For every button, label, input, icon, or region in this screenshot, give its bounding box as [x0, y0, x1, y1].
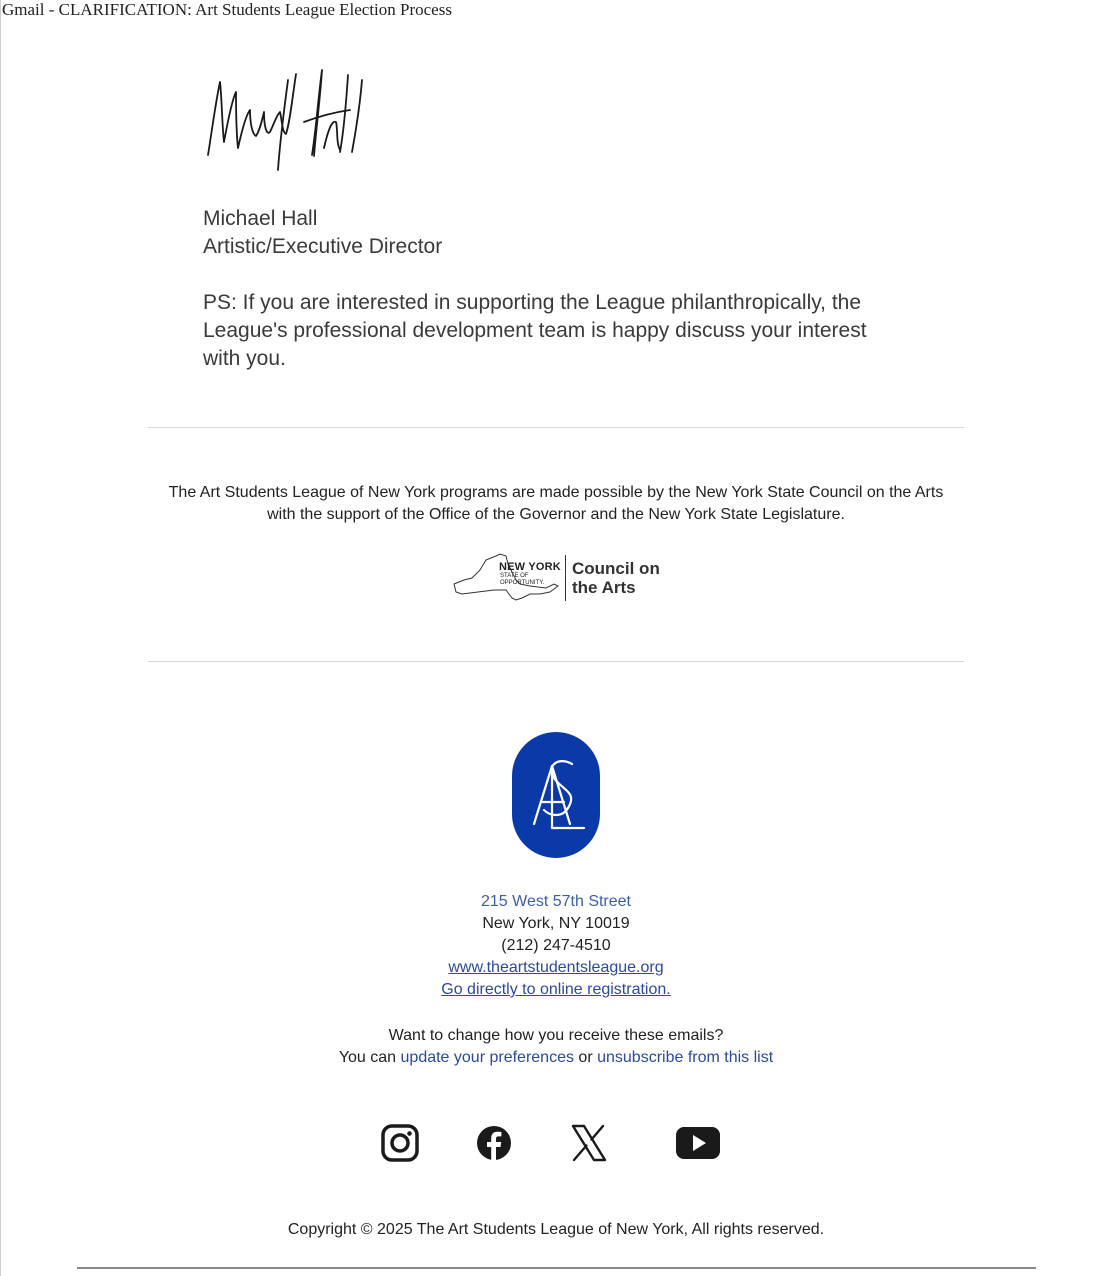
- preferences-question: Want to change how you receive these emails?: [388, 1027, 724, 1044]
- preferences-block: [256, 1025, 856, 1069]
- youtube-icon[interactable]: [674, 1122, 722, 1164]
- instagram-icon[interactable]: [381, 1122, 419, 1164]
- preferences-connector: or: [578, 1049, 593, 1066]
- window-title: Gmail - CLARIFICATION: Art Students League Election Process: [2, 0, 452, 19]
- footer-address[interactable]: 215 West 57th Street: [480, 893, 631, 910]
- signer-name: Michael Hall: [203, 207, 318, 230]
- nysca-state-label: NEW YORK: [499, 561, 561, 573]
- postscript-text: PS: If you are interested in supporting the League philanthropically, the League's professional development team is happy discuss your interest with you.: [203, 291, 867, 370]
- preferences-prefix: You can: [338, 1049, 397, 1066]
- copyright-text: Copyright © 2025 The Art Students League of New York, All rights reserved.: [287, 1221, 825, 1238]
- nysca-logo-rule: [565, 555, 566, 601]
- nysca-logo[interactable]: [450, 550, 670, 606]
- funding-note: The Art Students League of New York programs are made possible by the New York State Council on the Arts with the support of the Office of the Governor and the New York State Legislature.: [168, 484, 944, 523]
- signer-title: Artistic/Executive Director: [203, 235, 443, 258]
- registration-link[interactable]: Go directly to online registration.: [441, 981, 671, 998]
- divider: [148, 427, 964, 428]
- bottom-rule: [77, 1267, 1036, 1269]
- facebook-icon[interactable]: [475, 1122, 513, 1164]
- footer-phone: (212) 247-4510: [501, 937, 611, 954]
- divider: [148, 661, 964, 662]
- unsubscribe-link[interactable]: unsubscribe from this list: [597, 1049, 774, 1066]
- nysca-state-sub: STATE OF OPPORTUNITY.: [500, 573, 545, 586]
- footer-contact: [256, 891, 856, 1001]
- x-icon[interactable]: [570, 1122, 608, 1164]
- website-link[interactable]: www.theartstudentsleague.org: [448, 959, 664, 976]
- footer-city: New York, NY 10019: [482, 915, 630, 932]
- asl-logo[interactable]: [512, 732, 600, 858]
- update-preferences-link[interactable]: update your preferences: [400, 1049, 574, 1066]
- signature-image: [200, 60, 370, 175]
- nysca-council-text: Council on the Arts: [572, 559, 660, 597]
